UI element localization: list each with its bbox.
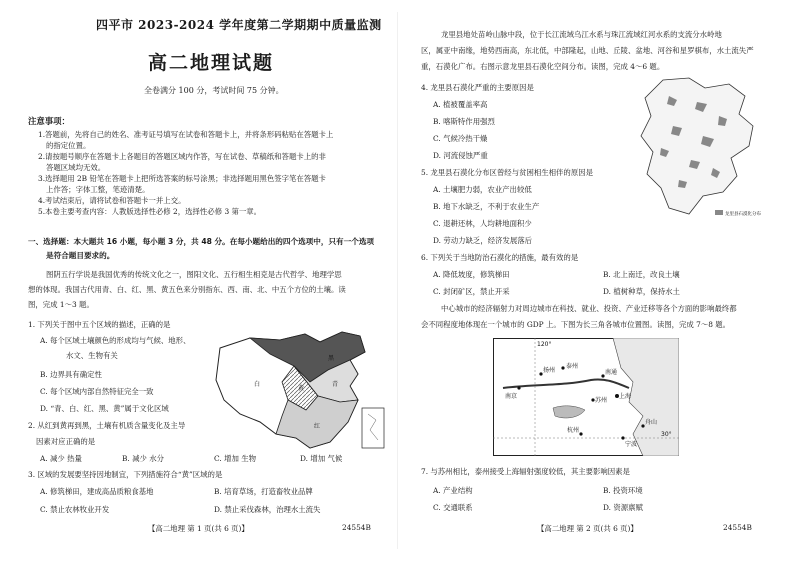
- note-line: 上作答；字体工整，笔迹清楚。: [46, 185, 150, 194]
- q5-option-b: B. 地下水缺乏，不利于农业生产: [433, 202, 540, 211]
- intro-line: 重，石漠化广布。右图示意龙里县石漠化空间分布。读图，完成 4～6 题。: [421, 62, 665, 71]
- q1-option-c: C. 每个区域内部自然特征完全一致: [40, 387, 154, 396]
- q5-option-c: C. 退耕还林，人均耕地面积少: [433, 219, 532, 228]
- exam-title: 高二地理试题: [148, 52, 275, 74]
- q6-option-c: C. 封闭矿区，禁止开采: [433, 287, 510, 296]
- q2-option-b: B. 减少 水分: [122, 454, 165, 463]
- exam-meta: 全卷满分 100 分，考试时间 75 分钟。: [144, 86, 284, 95]
- yangtze-delta-map: [493, 338, 679, 456]
- question-2-cont: 因素对应正确的是: [36, 437, 96, 446]
- city-marker: [621, 436, 624, 439]
- label-white: 白: [254, 381, 261, 388]
- q4-option-a: A. 植被覆盖率高: [433, 100, 488, 109]
- longli-desertification-map: [633, 76, 769, 232]
- footer-code: 24554B: [342, 523, 371, 532]
- q2-option-a: A. 减少 热量: [40, 454, 82, 463]
- note-line: 的指定位置。: [46, 141, 91, 150]
- note-line: 4.考试结束后，请将试卷和答题卡一并上交。: [38, 196, 186, 205]
- label-red: 红: [314, 423, 321, 430]
- city-label: 苏州: [595, 397, 608, 404]
- q7-option-d: D. 资源禀赋: [603, 503, 643, 512]
- legend-label: 龙里县石漠化分布: [725, 212, 761, 217]
- q4-option-b: B. 喀斯特作用强烈: [433, 117, 495, 126]
- intro2-line: 会不同程度地体现在一个城市的 GDP 上。下图为长三角各城市位置图。读图，完成 7～8 题。: [421, 320, 731, 329]
- q6-option-d: D. 植树种草，保持水土: [603, 287, 680, 296]
- label-lat: 30°: [661, 431, 672, 438]
- q3-option-b: B. 培育草场，打造畜牧业品牌: [214, 487, 313, 496]
- intro-line: 图，完成 1～3 题。: [28, 300, 94, 309]
- intro-line: 龙里县地处苗岭山脉中段，位于长江流域乌江水系与珠江流域红河水系的支流分水岭地: [441, 30, 722, 39]
- intro-line: 区，属亚中南缘，地势西南高，东北低，中部隆起，山地、丘陵、盆地、河谷和星罗棋布，水土流失严: [421, 46, 754, 55]
- q4-option-d: D. 河流侵蚀严重: [433, 151, 488, 160]
- city-label: 舟山: [645, 419, 658, 426]
- section-title: 一、选择题：本大题共 16 小题，每小题 3 分，共 48 分。在每小题给出的四个选项中，只有一个选项: [28, 237, 375, 246]
- intro2-line: 中心城市的经济辐射力对周边城市在科技、就业、投资、产业迁移等各个方面的影响最终都: [441, 304, 737, 313]
- note-line: 3.选择题用 2B 铅笔在答题卡上把所选答案的标号涂黑；非选择题用黑色签字笔在答题卡: [38, 174, 326, 183]
- q1-option-d: D. “青、白、红、黑、黄”属于文化区域: [40, 404, 169, 413]
- page-right: [397, 0, 794, 561]
- question-1: 1. 下列关于图中五个区域的描述，正确的是: [28, 320, 171, 329]
- city-label: 南通: [605, 369, 618, 376]
- q1-option-a-cont: 水文、生物有关: [66, 351, 118, 360]
- note-line: 1.答题前，先将自己的姓名、准考证号填写在试卷和答题卡上，并将条形码粘贴在答题卡上: [38, 130, 334, 139]
- q1-option-b: B. 边界具有确定性: [40, 370, 102, 379]
- question-3: 3. 区域的发展要坚持因地制宜，下列措施符合“黄”区域的是: [28, 470, 223, 479]
- footer-code: 24554B: [723, 523, 752, 532]
- q5-option-a: A. 土壤肥力弱，农业产出较低: [433, 185, 532, 194]
- q2-option-c: C. 增加 生物: [214, 454, 257, 463]
- city-label: 南京: [505, 393, 518, 400]
- legend-swatch: [715, 210, 723, 215]
- q7-option-c: C. 交通联系: [433, 503, 473, 512]
- q2-option-d: D. 增加 气候: [300, 454, 343, 463]
- question-2: 2. 从红到黄再到黑，土壤有机质含量变化及主导: [28, 421, 186, 430]
- q7-option-b: B. 投资环境: [603, 486, 643, 495]
- q3-option-d: D. 禁止采伐森林，治理水土流失: [214, 505, 321, 514]
- q4-option-c: C. 气候冷热干燥: [433, 134, 488, 143]
- city-marker: [517, 386, 520, 389]
- city-marker: [561, 366, 564, 369]
- q6-option-b: B. 北上南迁，改良土壤: [603, 270, 680, 279]
- note-line: 答题区域均无效。: [46, 163, 106, 172]
- exam-header: 四平市 2023-2024 学年度第二学期期中质量监测: [96, 18, 382, 32]
- city-label: 宁波: [625, 441, 638, 448]
- q6-option-a: A. 降低坡度，修筑梯田: [433, 270, 510, 279]
- q5-option-d: D. 劳动力缺乏，经济发展落后: [433, 236, 533, 245]
- intro-line: 图阴五行学说是我国优秀的传统文化之一，图阳文化、五行相生相克是古代哲学、地理学思: [46, 270, 342, 279]
- notes-heading: 注意事项：: [28, 116, 70, 126]
- china-five-color-map: [210, 330, 390, 460]
- label-qing: 青: [332, 381, 339, 388]
- question-7: 7. 与苏州相比，泰州接受上海辐射强度较低，其主要影响因素是: [421, 467, 630, 476]
- intro-line: 想的体现。我国古代用青、白、红、黑、黄五色来分别指东、西、南、北、中五个方位的土壤。读: [28, 285, 346, 294]
- q3-option-a: A. 修筑梯田，建成高品质粮食基地: [40, 487, 154, 496]
- city-label: 泰州: [566, 363, 579, 370]
- note-line: 2.请按题号顺序在答题卡上各题目的答题区域内作答，写在试卷、草稿纸和答题卡上的非: [38, 152, 326, 161]
- county-outline: [641, 78, 753, 214]
- note-line: 5.本卷主要考查内容：人教版选择性必修 2，选择性必修 3 第一章。: [38, 207, 262, 216]
- label-lon: 120°: [537, 341, 552, 348]
- footer-page-info: 【高二地理 第 2 页(共 6 页)】: [537, 524, 638, 533]
- q3-option-c: C. 禁止农林牧业开发: [40, 505, 110, 514]
- label-black: 黑: [328, 355, 335, 362]
- label-yellow: 黄: [298, 385, 305, 392]
- footer-page-info: 【高二地理 第 1 页(共 6 页)】: [148, 524, 249, 533]
- question-6: 6. 下列关于当地防治石漠化的措施，最有效的是: [421, 253, 579, 262]
- question-5: 5. 龙里县石漠化分布区曾经与贫困相生相伴的原因是: [421, 168, 593, 177]
- region-red: [276, 396, 358, 448]
- city-marker: [579, 432, 582, 435]
- city-label: 扬州: [543, 367, 556, 374]
- south-sea-inset: [362, 408, 384, 448]
- city-label: 上海: [619, 393, 632, 400]
- q7-option-a: A. 产业结构: [433, 486, 473, 495]
- q1-option-a: A. 每个区域土壤颜色的形成均与气候、地形、: [40, 336, 191, 345]
- city-label: 杭州: [567, 427, 580, 434]
- question-4: 4. 龙里县石漠化严重的主要原因是: [421, 83, 534, 92]
- section-title-cont: 是符合题目要求的。: [46, 251, 115, 260]
